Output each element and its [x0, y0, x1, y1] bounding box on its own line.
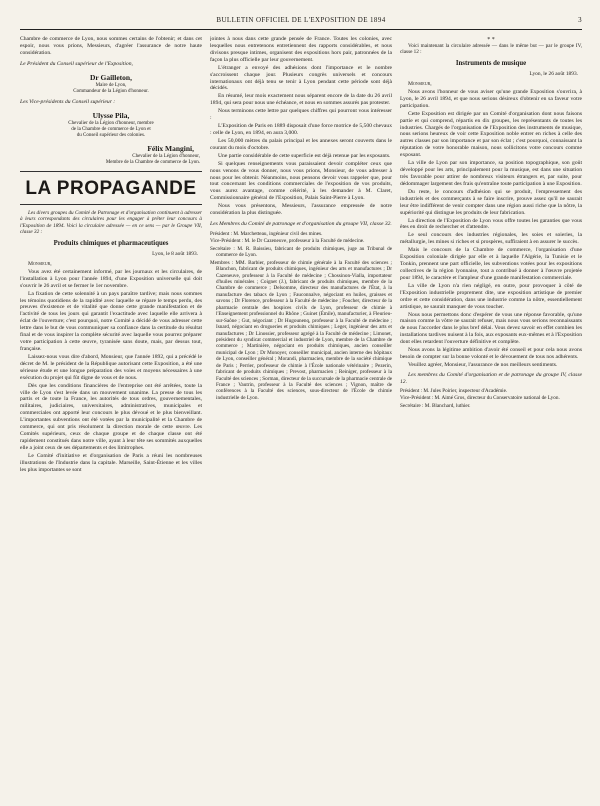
committee-list — [400, 388, 582, 409]
committee-member: Membres : MM. Barbier, professeur de chimie générale à la Faculté des sciences ; Blanchon, fabricant de produits chimiques, ingénieur des arts et manufactures ; Dr Cazeneuve, professeur à la Faculté de médecine ; Chossinon-Vialla, importateur d'huiles minérales ; Coignet (J.), fabricant de produits chimiques, membre de la Chambre de commerce ; Delsomme, directeur des manufactures de l'État, à la manufacture des tabacs de Lyon ; Fauconnalve, négociant en huiles, graisses et savons ; Dr Florence, professeur à la Faculté de médecine ; Foucher, directeur de la pharmacie centrale des hospices civils de Lyon, professeur de chimie à l'Enseignement professionnel du Rhône ; Guinet (Émile), manufacturier, à Fleurieu-sur-Saône ; Gut, négociant ; Dr Hugounenq, professeur à la Faculté de médecine ; Isnard, négociant en drogueries et produits chimiques ; Leger, ingénieur des arts et manufactures ; Dr Linossier, professeur agrégé à la Faculté de médecine ; Limonet, président du syndicat commercial et industriel de Lyon, membre de la Chambre de commerce ; Martinière, négociant en produits chimiques, ancien conseiller municipal de Lyon ; Dr Monoyer, conseiller municipal, ancien interne des hôpitaux de Lyon, conseiller général ; Morandi, pharmacien, membre de la société chimique de Paris ; Perrier, professeur de chimie à l'École nationale vétérinaire ; Pezerin, fabricant de produits chimiques ; Prevost, pharmacien ; Reiniger, professeur à la Faculté des sciences ; Sorman, directeur de la succursale de la pharmacie centrale de France ; Vautrin, professeur à la Faculté des sciences ; Vignon, maître de conférences à la Faculté des sciences, sous-directeur de l'École de chimie industrielle de Lyon. — [210, 259, 392, 401]
section-intro: Voici maintenant la circulaire adressée — dans le même but — par le groupe IV, classe 12 : — [400, 43, 582, 56]
columns — [20, 36, 582, 788]
paragraph: Dès que les conditions financières de l'entreprise ont été arrêtées, toute la ville de Lyon s'est levée dans un mouvement unanime. La presse de tous les partis et de toute la France, les autorités de tous ordres, gouvernementales, militaires, judiciaires, universitaires, administratives, municipales et commerciales ont apporté leur concours le plus dévoué et le plus bienveillant. L'importantes subventions ont été votées par la municipalité et la Chambre de commerce, qui ont pris résolument la direction morale de cette œuvre. Les Comités supérieurs, ceux de chaque groupe et de chaque classe ont été rapidement constitués dans notre ville, ayant à leur tête ses sommités auxquelles elle a joint ceux de ses départements et des limitrophes. — [20, 382, 202, 451]
paragraph: Mais le concours de la Chambre de commerce, l'organisation d'une Exposition coloniale dirigée par elle et à laquelle l'Algérie, la Tunisie et le Tonkin, prennent une part officielle, les subventions votées pour les expositions collectives de la région lyonnaise, tout a contribué à donner à l'œuvre projetée pour 1894, le caractère et l'ampleur d'une grande manifestation commerciale. — [400, 247, 582, 281]
dateline: Lyon, le 26 août 1893. — [529, 71, 578, 78]
signatory-detail: Chevalier de la Légion d'honneur, membre — [68, 121, 154, 127]
committee-line: Les Membres du Comité de patronage et d'organisation du groupe VII, classe 32. — [210, 221, 392, 228]
paragraph: Nous avons la légitime ambition d'avoir été conseil et pour cela nous avons besoin de compter sur la bonne volonté et le dévouement de tous nos adhérents. — [400, 347, 582, 361]
signatory-detail: Maire de Lyon, — [95, 82, 127, 88]
column-right — [400, 36, 582, 788]
paragraph: L'Exposition de Paris en 1889 disposait d'une force motrice de 5,500 chevaux : celle de Lyon, en 1894, en aura 3,000. — [210, 123, 392, 136]
paragraph: Nous terminons cette lettre par quelques chiffres qui pourront vous intéresser : — [210, 108, 392, 122]
column-middle — [210, 36, 392, 788]
signatory-detail: Chevalier de la Légion d'honneur, — [132, 153, 200, 159]
committee-list — [210, 231, 392, 401]
signatory-detail: Commandeur de la Légion d'honneur. — [73, 88, 149, 94]
signatory-name: Félix Mangini, — [147, 144, 194, 154]
committee-member: Secrétaire : M. R. Baissieu, fabricant de produits chimiques, juge au Tribunal de commerce de Lyon. — [210, 245, 392, 259]
signatory-detail: du Conseil supérieur des colonies. — [76, 133, 146, 139]
paragraph: Les 50,000 mètres du palais principal et les annexes seront couverts dans le courant du mois d'octobre. — [210, 137, 392, 151]
paragraph: La direction de l'Exposition de Lyon vous offre toutes les garanties que vous êtes en droit de rechercher et d'attendre. — [400, 217, 582, 231]
section-intro: Les divers groupes du Comité de Patronage et d'organisation continuent à adresser à leurs correspondants des circulaires pour les engager à prêter leur concours à l'Exposition de 1894. Voici la circulaire adressée — en ce sens — par le Groupe VII, classe 32 : — [20, 210, 202, 236]
paragraph: Le Comité d'initiative et d'organisation de Paris a réuni les nombreuses illustrations de l'Industrie dans la capitale. Marseille, Saint-Étienne et les villes les plus importantes se sont — [20, 452, 202, 473]
paragraph: Une partie considérable de cette superficie est déjà retenue par les exposants. — [218, 152, 391, 159]
signatory-name: Dr Gailleton, — [90, 72, 132, 82]
committee-member: Secrétaire : M. Blanchard, luthier. — [400, 402, 471, 409]
paragraph: La fixation de cette solennité à un pays paraître tardive; mais nous sommes les témoins quotidiens de la rapidité avec laquelle se répare le temps perdu, des preuves d'existence et de vitalité que donne cette grande manifestation et de l'activité de tous les jours qui garantit l'exactitude avec laquelle elle arrivera à éclat de l'ouverture; c'est pourquoi, notre Comité a décidé de vous adresser cette lettre dans le but de vous communiquer sa confiance dans la certitude du résultat final et de vous inspirer la complète sécurité avec laquelle vous pourrez préparer votre participation à cette œuvre, tyranisée sans doute, mais, par dessus tout, française. — [20, 290, 202, 352]
committee-member: Président : M. Jules Poirier, inspecteur d'Académie. — [400, 387, 508, 394]
divider — [20, 204, 202, 205]
subsection-heading: Produits chimiques et pharmaceutiques — [53, 239, 169, 247]
running-header — [20, 16, 582, 30]
committee-member: Président : M. Marchetteau, ingénieur civil des mines. — [210, 230, 323, 237]
paragraph: Vous avez été certainement informé, par les journaux et les circulaires, de l'installation à Lyon pour l'année 1894, d'une Exposition universelle qui doit s'ouvrir le 26 avril et se fermer le 1er novembre. — [20, 268, 202, 289]
salutation: Monsieur, — [408, 81, 432, 87]
subsection-heading: Instruments de musique — [455, 59, 527, 67]
paragraph: Le seul concours des industries régionales, les soies et soieries, la métallurgie, les mines si riches et si prospères, suffiraient à en assurer le succès. — [400, 232, 582, 246]
signatory-role: Les Vice-présidents du Conseil supérieur : — [20, 98, 116, 105]
paragraph: La ville de Lyon par son importance, sa position topographique, son goût développé pour les arts, principalement pour la musique, est dans une situation très favorable pour attirer de nombreux visiteurs étrangers et, par suite, pour dédommager largement des frais qu'entraîne toute participation à une Exposition. — [400, 160, 582, 187]
signatory-detail: de la Chambre de commerce de Lyon et — [71, 127, 151, 133]
paragraph: Nous avons l'honneur de vous aviser qu'une grande Exposition s'ouvrira, à Lyon, le 26 avril 1894, et que nous serions désireux d'obtenir en sa faveur votre participation. — [400, 88, 582, 109]
committee-member: Vice-Président : M. Aimé Gros, directeur du Conservatoire national de Lyon. — [400, 395, 560, 402]
paragraph: Laissez-nous vous dire d'abord, Monsieur, que l'année 1892, qui a précédé le décret de M. le président de la République autorisant cette Exposition, a été une sérieuse étude et une longue préparation des voies et moyens nécessaires à une exécution du projet qui fût digne de vous et de nous. — [20, 353, 202, 381]
paragraph: Nous vous présentons, Messieurs, l'assurance empressée de notre considération la plus distinguée. — [210, 203, 392, 217]
divider — [20, 171, 202, 172]
salutation: Monsieur, — [28, 260, 52, 267]
paragraph: L'étranger a envoyé des adhésions dont l'importance et le nombre s'accroissent chaque jour. Plusieurs congrès universels et concours internationaux ont déjà tenu se tenir à Lyon pendant cette période sont déjà décidés. — [210, 64, 392, 92]
column-left — [20, 36, 202, 788]
dateline: Lyon, le 8 août 1893. — [152, 251, 198, 258]
paragraph: Veuillez agréer, Monsieur, l'assurance de nos meilleurs sentiments. — [408, 361, 558, 368]
paragraph: Chambre de commerce de Lyon, nous sommes certains de l'obtenir; et dans cet espoir, nous vous prions, Messieurs, d'agréer l'assurance de notre haute considération. — [20, 36, 202, 56]
page-number: 3 — [578, 16, 582, 24]
paragraph: En résumé, leur mois exactement nous séparent encore de la date du 26 avril 1894, qui sera pour nous une échéance, et nous en sommes assurés pas protester. — [210, 93, 392, 107]
paragraph: Cette Exposition est dirigée par un Comité d'organisation dont nous faisons partie et qui comprend, répartis en dix groupes, les représentants de toutes les industries. Chargés de l'organisation de l'Exposition des instruments de musique, nous serions heureux de voir cette Exposition noble entrer en riches à celle des autres classes par son importance et par son éclat ; c'est pourquoi, connaissant la réputation de votre honorable maison, nous sollicitons votre concours comme exposant. — [400, 110, 582, 159]
publication-title: BULLETIN OFFICIEL DE L'EXPOSITION DE 1894 — [216, 16, 386, 24]
paragraph: La ville de Lyon n'a rien négligé, en outre, pour provoquer à côté de l'Exposition industrielle proprement dite, une exposition artistique de premier ordre et cette considération, dans une industrie comme la nôtre, essentiellement artistique, ne saurait manquer de vous toucher. — [400, 282, 582, 310]
paragraph: Du reste, le concours d'adhésion qui se produit, l'empressement des industriels et des commerçants à se faire inscrire, prouve assez qu'il ne saurait leur être indifférent de venir compter dans une région aussi riche que la nôtre, la supériorité qui distingue les produits de leur fabrication. — [400, 188, 582, 216]
paragraph: Nous nous permettons donc d'espérer de vous une réponse favorable, qu'une maison comme la vôtre ne saurait refuser, mais nous vous serions reconnaissants de nous l'accorder dans le plus bref délai. Vous devez savoir en effet combien les installations tardives nuisent à la fois, aux exposants eux-mêmes et à l'Exposition dont elles retardent l'ouverture définitive et complète. — [400, 311, 582, 346]
section-heading: LA PROPAGANDE — [25, 177, 197, 199]
paragraph: Si quelques renseignements vous paraissaient devoir compléter ceux que nous venons de vous donner, nous vous prions, Monsieur, de vous adresser à nous pour les obtenir. Néanmoins, nous pensons devoir vous rappeler que, pour tout concernant les conditions commerciales de l'exposition de vos produits, vous aurez avantage, comme célérité, à les demander à M. Claret, Commissionnaire général de l'Exposition, Palais Saint-Pierre à Lyon. — [210, 160, 392, 202]
separator-stars: * * — [487, 37, 495, 43]
signatory-detail: Membre de la Chambre de commerce de Lyon. — [105, 159, 200, 165]
committee-line: Les membres du Comité d'organisation et de patronage du groupe IV, classe 12. — [400, 371, 582, 385]
signatory-role: Le Président du Conseil supérieur de l'Exposition, — [20, 60, 133, 67]
signatory-name: Ulysse Pila, — [92, 110, 130, 120]
paragraph: jointes à nous dans cette grande pensée de France. Toutes les colonies, avec lesquelles nous entretenons entretiennent des rapports considérables, et nous divisons presque intimes, organisent des expositions hors pair, patronnées de la façon la plus officielle par leur gouvernement. — [210, 36, 392, 63]
committee-member: Vice-Président : M. le Dr Cazeneuve, professeur à la Faculté de médecine. — [210, 238, 365, 245]
page — [20, 16, 582, 794]
